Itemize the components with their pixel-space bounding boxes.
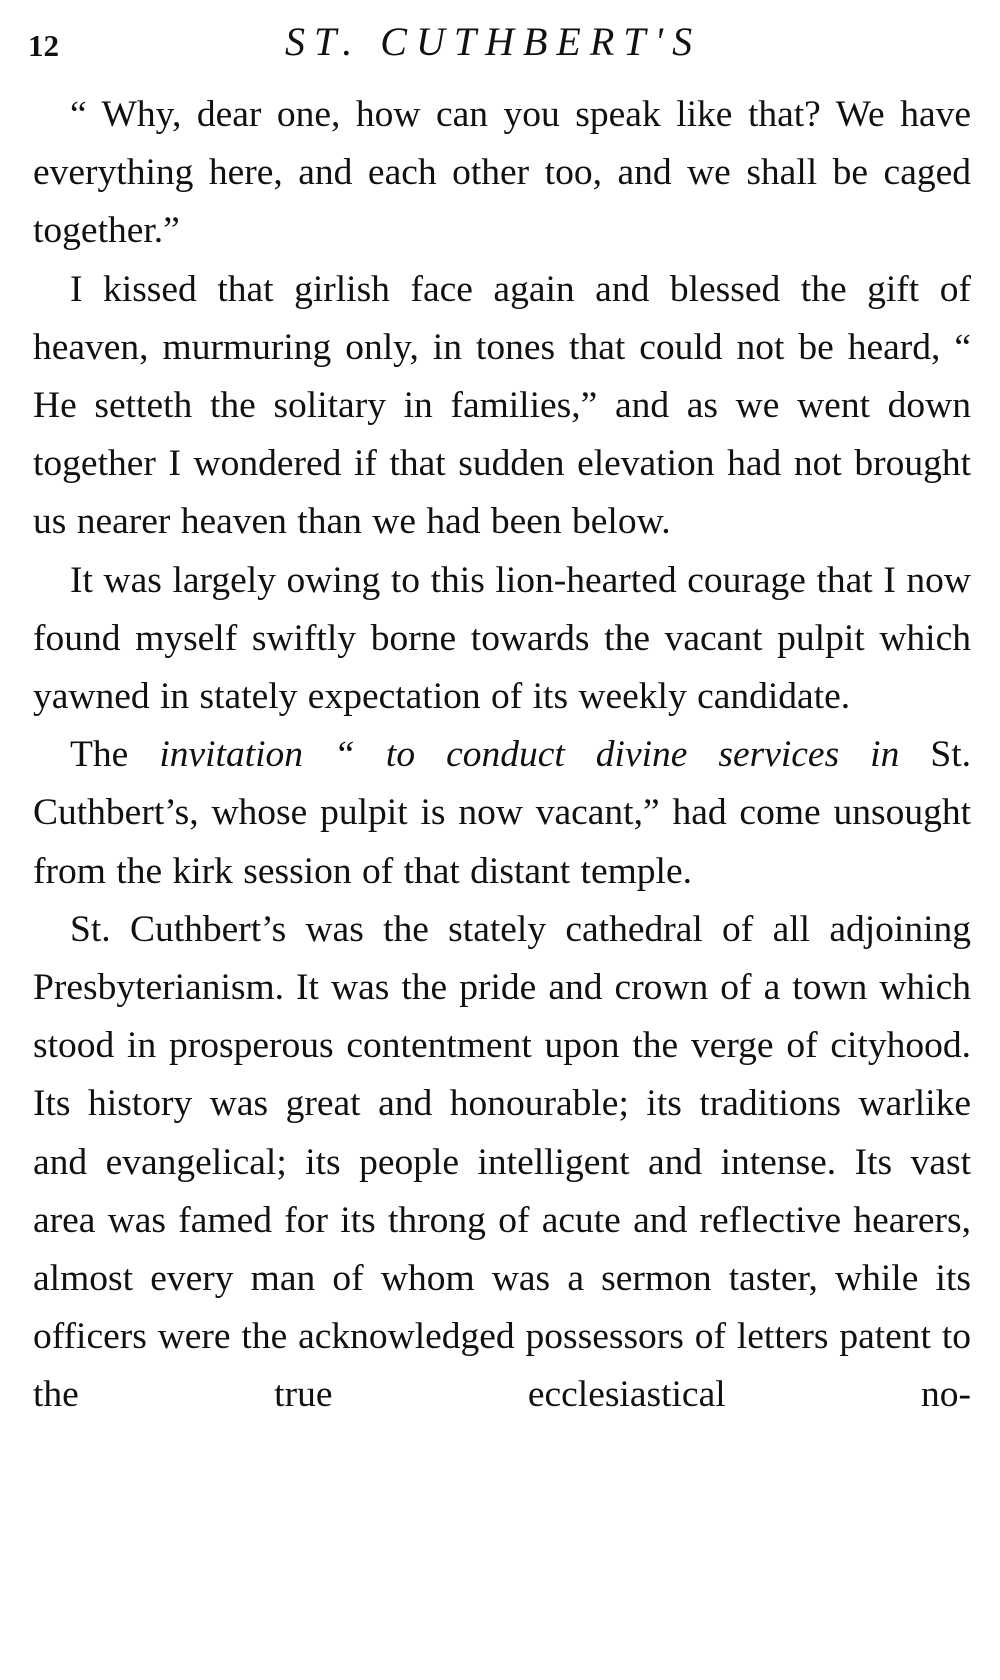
paragraph-3: It was largely owing to this lion-hearted courage that I now found myself swiftly borne towards the vacant pulpit which yawned in stately expectation of its weekly candidate. [33, 559, 971, 718]
paragraph-4-italic: invitation “ to conduct divine services in [159, 734, 900, 776]
page-number: 12 [28, 28, 59, 63]
page-header [0, 14, 1000, 74]
page-body [33, 86, 971, 1425]
paragraph-4-rest: St. Cuthbert’s, whose pulpit is now vacant,” had come unsought from the kirk session of that distant temple. [33, 734, 971, 892]
paragraph-5: St. Cuthbert’s was the stately cathedral of all adjoining Presbyterianism. It was the pride and crown of a town which stood in prosperous contentment upon the verge of cityhood. Its history was great and honourable; its traditions warlike and evangelical; its people intelligent and intense. Its vast area was famed for its throng of acute and reflective hearers, almost every man of whom was a sermon taster, while its officers were the acknowledged possessors of letters patent to the true ecclesiastical no- [33, 908, 971, 1416]
paragraph-2: I kissed that girlish face again and blessed the gift of heaven, murmuring only, in tones that could not be heard, “ He setteth the solitary in families,” and as we went down together I wondered if that sudden elevation had not brought us nearer heaven than we had been below. [33, 268, 971, 543]
running-title: ST. CUTHBERT'S [285, 19, 702, 64]
paragraph-4 [33, 726, 971, 901]
paragraph-4-lead: The [70, 734, 160, 776]
paragraph-1: “ Why, dear one, how can you speak like that? We have everything here, and each other too, and we shall be caged together.” [33, 94, 971, 252]
